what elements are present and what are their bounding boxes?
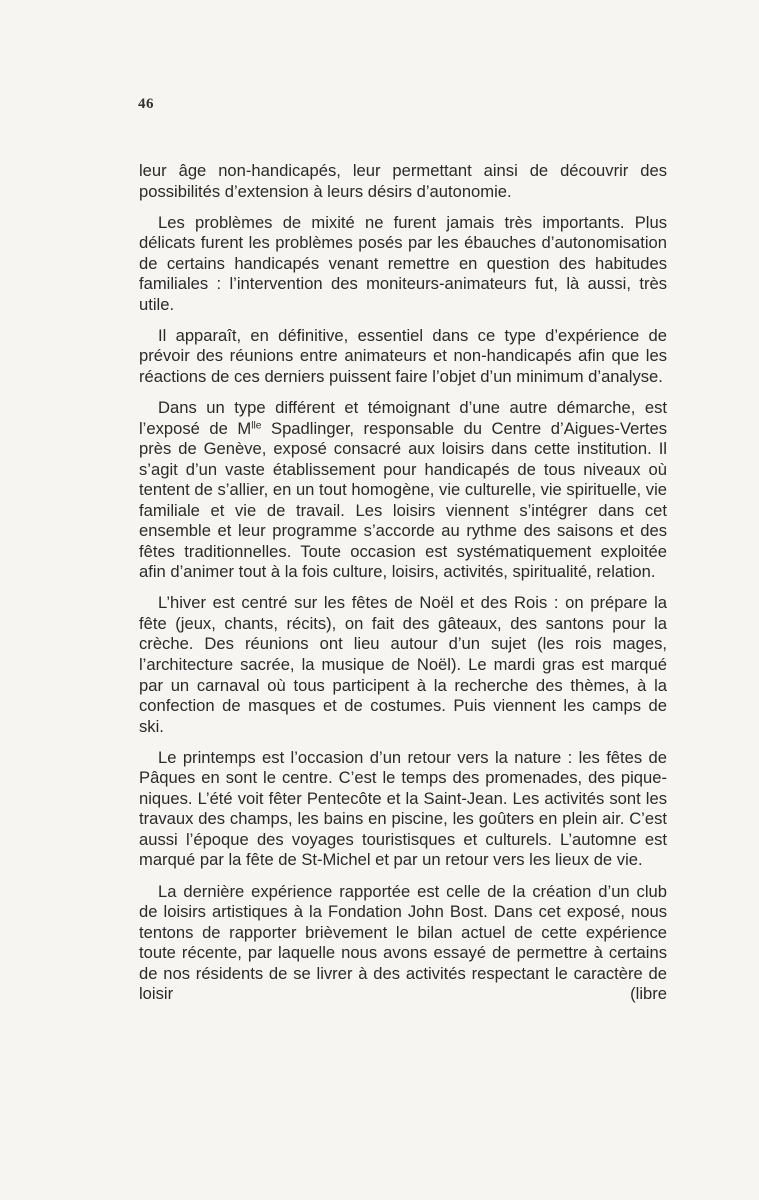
paragraph-4-after: Spadlinger, responsable du Centre d’Aigues-Vertes près de Genève, exposé consacré aux loisirs dans cette institution. Il s’agit d’un vaste établissement pour handicapés de tous niveaux où tentent de s’allier, en un tout homogène, vie culturelle, vie spirituelle, vie familiale et vie de travail. Les loisirs viennent s’intégrer dans cet ensemble et leur programme s’accorde au rythme des saisons et des fêtes traditionnelles. Toute occasion est systématiquement exploitée afin d’animer tout à la fois culture, loisirs, activités, spiritualité, relation. [139, 418, 667, 582]
paragraph-4-superscript: lle [251, 419, 262, 431]
page-number: 46 [138, 96, 154, 112]
paragraph-5: L’hiver est centré sur les fêtes de Noël et des Rois : on prépare la fête (jeux, chants, récits), on fait des gâteaux, des santons pour la crèche. Des réunions ont lieu autour d’un sujet (les rois mages, l’architecture sacrée, la musique de Noël). Le mardi gras est marqué par un carnaval où tous participent à la recherche des thèmes, à la confection de masques et de costumes. Puis viennent les camps de ski. [139, 593, 667, 736]
paragraph-4 [139, 398, 667, 583]
paragraph-6: Le printemps est l’occasion d’un retour vers la nature : les fêtes de Pâques en sont le centre. C’est le temps des promenades, des pique-niques. L’été voit fêter Pentecôte et la Saint-Jean. Les activités sont les travaux des champs, les bains en piscine, les goûters en plein air. C’est aussi l’époque des voyages touristisques et culturels. L’automne est marqué par la fête de St-Michel et par un retour vers les lieux de vie. [139, 747, 667, 870]
paragraph-2: Les problèmes de mixité ne furent jamais très importants. Plus délicats furent les problèmes posés par les ébauches d’autonomisation de certains handicapés venant remettre en question des habitudes familiales : l’intervention des moniteurs-animateurs fut, là aussi, très utile. [139, 212, 667, 314]
paragraph-3: Il apparaît, en définitive, essentiel dans ce type d’expérience de prévoir des réunions entre animateurs et non-handicapés afin que les réactions de ces derniers puissent faire l’objet d’un minimum d’analyse. [139, 325, 667, 386]
paragraph-1: leur âge non-handicapés, leur permettant ainsi de découvrir des possibilités d’extension à leurs désirs d’autonomie. [139, 161, 667, 201]
body-text [139, 161, 667, 1015]
paragraph-4-before: Dans un type différent et témoignant d’une autre démarche, est l’exposé de M [139, 397, 667, 438]
paragraph-7: La dernière expérience rapportée est celle de la création d’un club de loisirs artistiques à la Fondation John Bost. Dans cet exposé, nous tentons de rapporter brièvement le bilan actuel de cette expérience toute récente, par laquelle nous avons essayé de permettre à certains de nos résidents de se livrer à des activités respectant le caractère de loisir (libre [139, 881, 667, 1004]
